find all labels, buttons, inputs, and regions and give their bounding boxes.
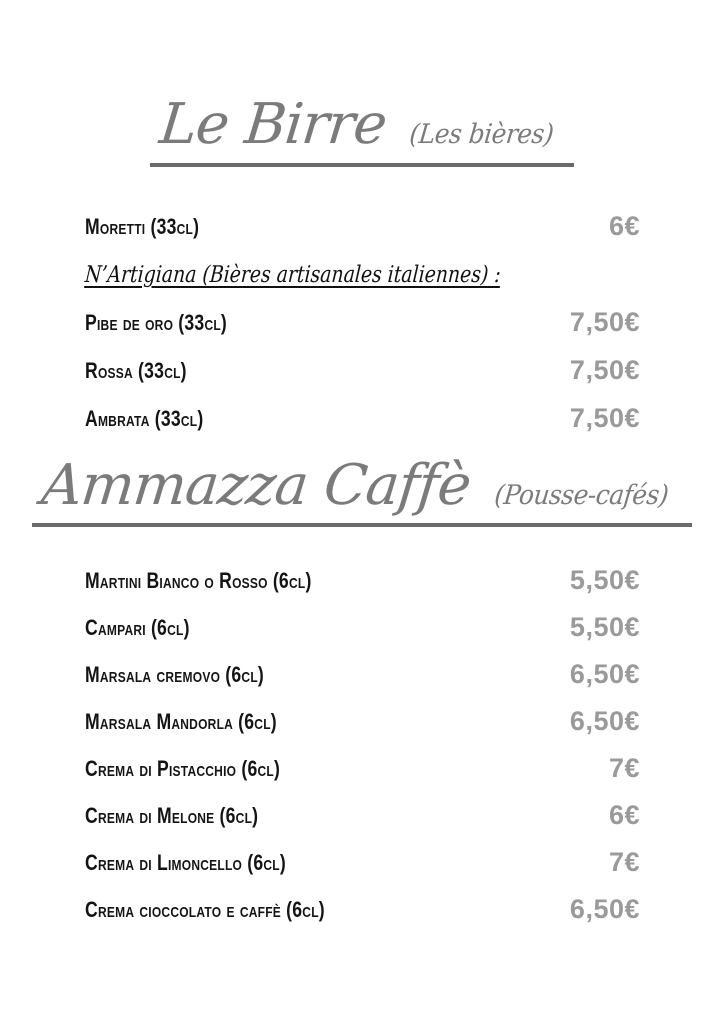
section-header-beers [0, 0, 724, 167]
item-price: 7,50€ [569, 355, 640, 386]
menu-item-row [85, 203, 640, 251]
menu-item-row [85, 745, 640, 792]
menu-item-row [85, 651, 640, 698]
item-price: 6,50€ [569, 894, 640, 925]
menu-item-row [85, 395, 640, 443]
menu-item-row [85, 557, 640, 604]
item-price: 7€ [608, 753, 640, 784]
item-name: Crema cioccolato e caffè (6cl) [85, 896, 325, 922]
item-name: Marsala Mandorla (6cl) [85, 708, 277, 734]
craft-beers-note-row [85, 251, 640, 299]
item-name: Martini Bianco o Rosso (6cl) [85, 567, 312, 593]
section-title-underline [32, 452, 691, 528]
menu-item-row [85, 886, 640, 933]
craft-beers-note: N’Artigiana (Bières artisanales italiennes) : [84, 261, 502, 288]
digestifs-list [85, 557, 640, 933]
item-price: 6,50€ [569, 706, 640, 737]
item-name: Ambrata (33cl) [85, 405, 204, 431]
section-title-beers: Le Birre [156, 92, 390, 157]
section-subtitle-beers: (Les bières) [408, 119, 555, 150]
menu-item-row [85, 698, 640, 745]
item-name: Rossa (33cl) [85, 357, 187, 383]
menu-item-row [85, 604, 640, 651]
section-subtitle-digestifs: (Pousse-cafés) [492, 479, 670, 511]
item-name: Crema di Pistacchio (6cl) [85, 755, 281, 781]
item-price: 5,50€ [569, 612, 640, 643]
item-price: 7,50€ [569, 307, 640, 338]
section-title-underline [150, 94, 574, 167]
item-name: Pibe de oro (33cl) [85, 309, 228, 335]
menu-item-row [85, 347, 640, 395]
menu-item-row [85, 839, 640, 886]
item-price: 7,50€ [569, 403, 640, 434]
item-price: 5,50€ [569, 565, 640, 596]
item-name: Crema di Limoncello (6cl) [85, 849, 286, 875]
section-header-digestifs [0, 443, 724, 528]
item-name: Moretti (33cl) [85, 213, 200, 239]
item-price: 6€ [608, 211, 640, 242]
menu-item-row [85, 792, 640, 839]
item-price: 6,50€ [569, 659, 640, 690]
beers-list [85, 203, 640, 443]
item-name: Marsala cremovo (6cl) [85, 661, 264, 687]
menu-item-row [85, 299, 640, 347]
item-price: 7€ [608, 847, 640, 878]
item-name: Campari (6cl) [85, 614, 190, 640]
item-price: 6€ [608, 800, 640, 831]
section-title-digestifs: Ammazza Caffè [39, 452, 474, 518]
item-name: Crema di Melone (6cl) [85, 802, 259, 828]
